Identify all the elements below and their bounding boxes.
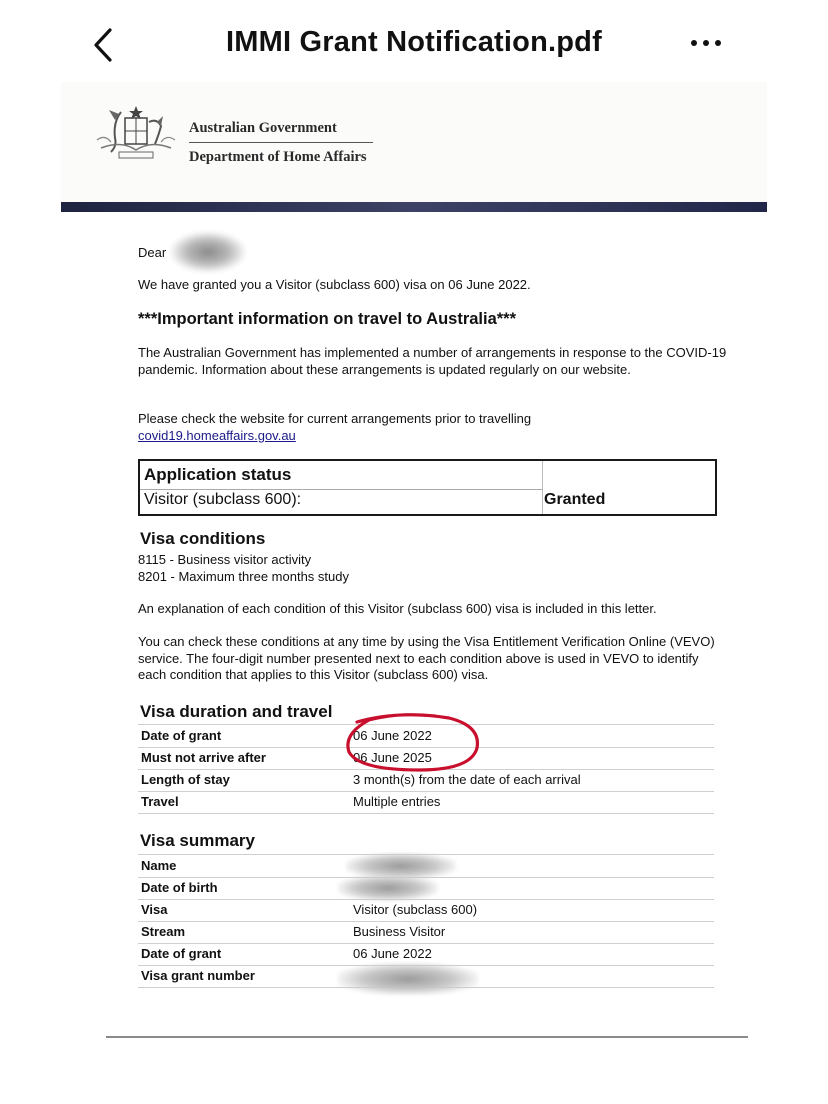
visa-duration-title: Visa duration and travel	[140, 702, 333, 721]
row-value: Multiple entries	[353, 794, 441, 809]
condition-item: 8201 - Maximum three months study	[138, 569, 349, 584]
table-row	[138, 791, 714, 814]
government-name: Australian Government	[189, 120, 337, 136]
page-divider	[106, 1036, 748, 1038]
document-title: IMMI Grant Notification.pdf	[226, 26, 602, 58]
covid-paragraph: The Australian Government has implemented a number of arrangements in response to the COVID-19 pandemic. Information about these arrangements is updated regularly on our website.	[138, 345, 727, 377]
row-label: Name	[141, 858, 177, 873]
redacted-name	[171, 232, 245, 272]
row-label: Date of birth	[141, 880, 218, 895]
back-chevron-icon[interactable]	[88, 24, 122, 66]
check-sentence: Please check the website for current arrangements prior to travelling	[138, 411, 532, 426]
header-band	[61, 202, 767, 212]
row-label: Visa grant number	[141, 968, 255, 983]
important-heading: ***Important information on travel to Australia***	[138, 310, 517, 328]
redacted-birth-date	[338, 875, 438, 901]
covid-website-link[interactable]: covid19.homeaffairs.gov.au	[138, 428, 296, 443]
row-value: Visitor (subclass 600)	[353, 902, 478, 917]
nav-bar	[0, 0, 828, 82]
visa-conditions-title: Visa conditions	[140, 529, 266, 548]
vevo-paragraph: You can check these conditions at any time by using the Visa Entitlement Verification Online (VEVO) service. The four-digit number presented next to each condition above is used in VEVO to identify each condition that applies to this Visitor (subclass 600) visa.	[138, 634, 715, 682]
pdf-page[interactable]	[61, 82, 767, 1042]
row-value: 06 June 2022	[353, 728, 432, 743]
table-row	[138, 921, 714, 944]
row-label: Visa	[141, 902, 168, 917]
header-divider	[189, 142, 373, 143]
conditions-explanation: An explanation of each condition of this Visitor (subclass 600) visa is included in this letter.	[138, 601, 657, 616]
row-label: Must not arrive after	[141, 750, 266, 765]
row-label: Stream	[141, 924, 186, 939]
row-label: Length of stay	[141, 772, 230, 787]
row-label: Date of grant	[141, 728, 222, 743]
row-value: 06 June 2022	[353, 946, 432, 961]
status-divider	[140, 489, 542, 490]
status-value: Granted	[544, 491, 606, 508]
letter-header	[61, 82, 767, 202]
coat-of-arms-icon	[91, 100, 181, 170]
row-value: Business Visitor	[353, 924, 446, 939]
summary-table	[138, 854, 714, 988]
row-label: Date of grant	[141, 946, 222, 961]
status-title: Application status	[144, 465, 292, 484]
salutation: Dear	[138, 245, 167, 260]
condition-item: 8115 - Business visitor activity	[138, 552, 312, 567]
row-value: 06 June 2025	[353, 750, 432, 765]
more-dots-icon[interactable]	[686, 28, 726, 58]
granted-sentence: We have granted you a Visitor (subclass 600) visa on 06 June 2022.	[138, 277, 531, 292]
visa-summary-title: Visa summary	[140, 831, 255, 850]
row-value: 3 month(s) from the date of each arrival	[353, 772, 581, 787]
application-status-box	[138, 459, 717, 516]
table-row	[138, 899, 714, 922]
redacted-grant-number	[338, 963, 478, 995]
status-column-divider	[542, 461, 543, 514]
department-name: Department of Home Affairs	[189, 149, 367, 165]
status-label: Visitor (subclass 600):	[144, 491, 302, 508]
red-annotation-circle	[339, 712, 485, 774]
row-label: Travel	[141, 794, 179, 809]
